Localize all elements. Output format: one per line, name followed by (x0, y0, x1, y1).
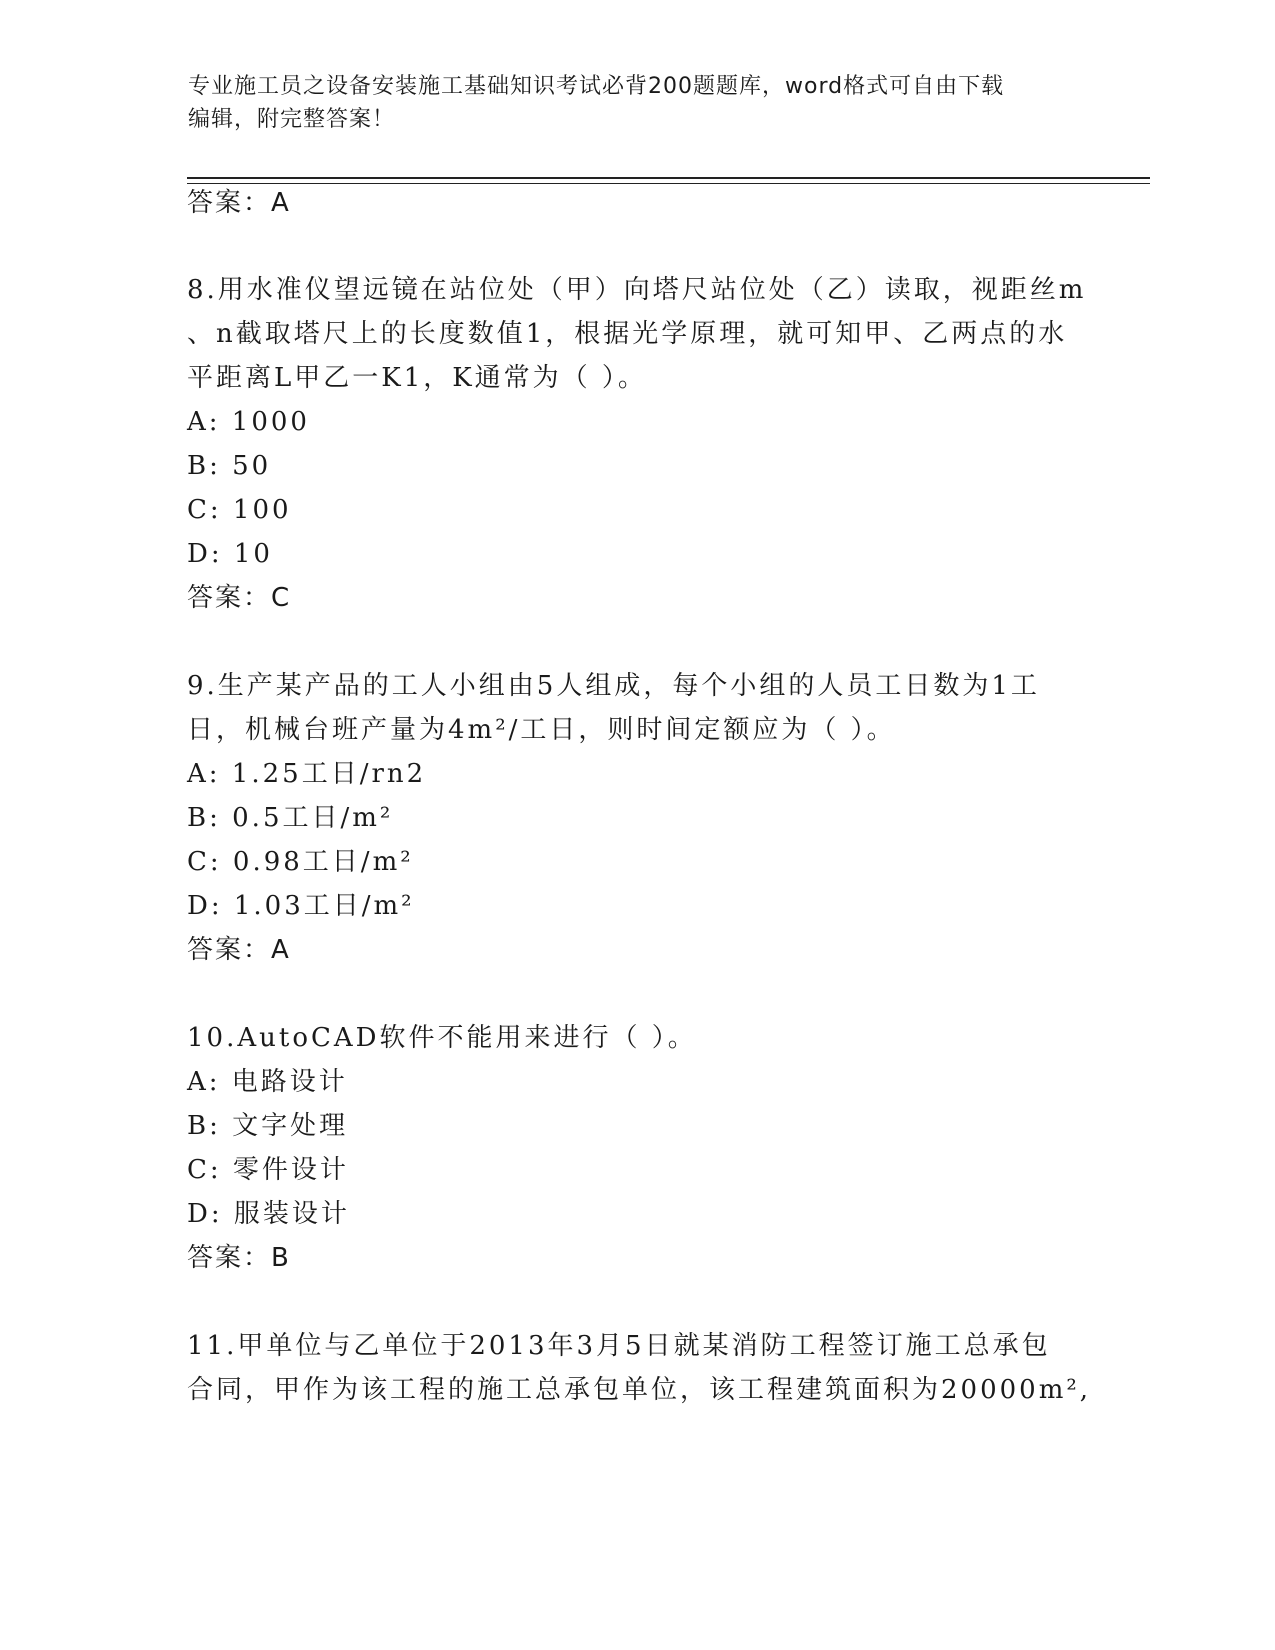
question-11-line-1: 11.甲单位与乙单位于2013年3月5日就某消防工程签订施工总承包 (187, 1331, 1051, 1361)
question-8-option-c: C: 100 (187, 495, 292, 525)
answer-previous: 答案：A (187, 188, 291, 218)
question-8-line-1: 8.用水准仪望远镜在站位处（甲）向塔尺站位处（乙）读取，视距丝m (187, 275, 1087, 305)
question-10-line-1: 10.AutoCAD软件不能用来进行（ ）。 (187, 1023, 697, 1053)
header-rule-thin (187, 183, 1150, 184)
question-9-line-2: 日，机械台班产量为4m²/工日，则时间定额应为（ ）。 (187, 715, 896, 745)
document-header (188, 70, 1088, 136)
question-9-line-1: 9.生产某产品的工人小组由5人组成，每个小组的人员工日数为1工 (187, 671, 1040, 701)
question-10-option-c: C: 零件设计 (187, 1155, 349, 1185)
header-line-1: 专业施工员之设备安装施工基础知识考试必背200题题库，word格式可自由下载 (188, 74, 1005, 99)
question-10-answer: 答案：B (187, 1243, 291, 1273)
question-10-option-a: A: 电路设计 (187, 1067, 348, 1097)
question-9-option-a: A: 1.25工日/rn2 (187, 759, 427, 789)
question-8-option-a: A: 1000 (187, 407, 310, 437)
question-10-option-b: B: 文字处理 (187, 1111, 349, 1141)
question-9-answer: 答案：A (187, 935, 291, 965)
question-10-option-d: D: 服装设计 (187, 1199, 350, 1229)
question-9-option-d: D: 1.03工日/m² (187, 891, 415, 921)
question-8-option-b: B: 50 (187, 451, 272, 481)
question-9-option-b: B: 0.5工日/m² (187, 803, 394, 833)
question-9-option-c: C: 0.98工日/m² (187, 847, 414, 877)
header-rule-thick (187, 177, 1150, 179)
question-11-line-2: 合同，甲作为该工程的施工总承包单位，该工程建筑面积为20000m², (187, 1375, 1092, 1405)
question-8-line-2: 、n截取塔尺上的长度数值1，根据光学原理，就可知甲、乙两点的水 (187, 319, 1068, 349)
header-line-2: 编辑，附完整答案！ (188, 107, 396, 132)
question-8-answer: 答案：C (187, 583, 292, 613)
question-8-option-d: D: 10 (187, 539, 273, 569)
question-8-line-3: 平距离L甲乙一K1，K通常为（ ）。 (187, 363, 647, 393)
